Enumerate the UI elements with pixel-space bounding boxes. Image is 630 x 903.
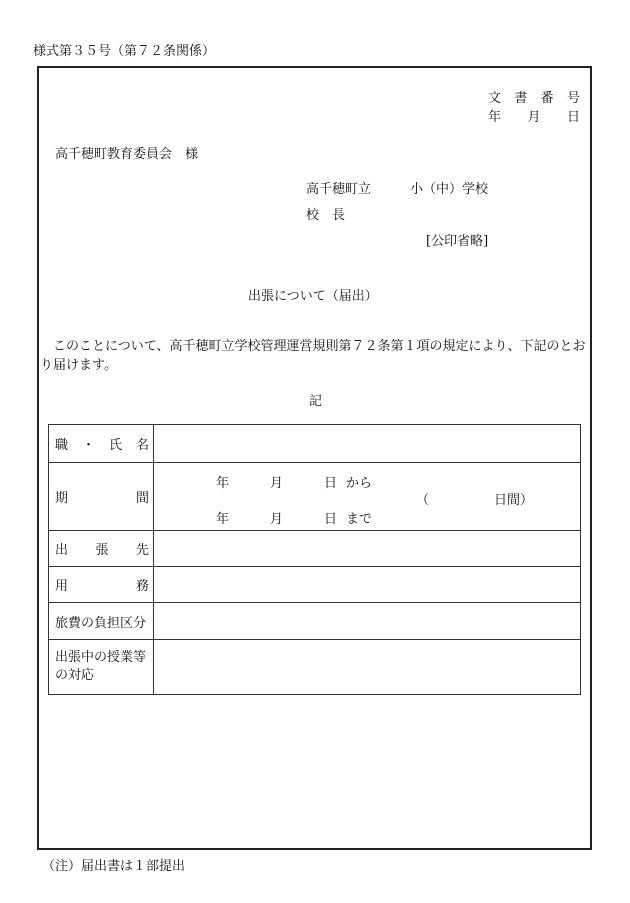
destination-label-char: 出 (55, 543, 69, 558)
destination-label-cell (49, 531, 154, 567)
table-row (49, 567, 581, 603)
class-label-cell (49, 640, 154, 695)
business-label-char: 務 (135, 579, 149, 594)
from-month: 月 (270, 476, 284, 491)
expense-label: 旅費の負担区分 (55, 615, 147, 631)
doc-number-char: 書 (514, 91, 528, 106)
date-year: 年 (488, 110, 502, 125)
to-suffix: まで (346, 512, 373, 527)
name-label-char: 氏 (108, 438, 122, 453)
table-row (49, 463, 581, 531)
destination-label-char: 先 (135, 543, 149, 558)
table-row (49, 603, 581, 640)
class-value-cell[interactable] (154, 640, 581, 695)
from-day: 日 (324, 476, 338, 491)
period-label-cell (49, 463, 154, 531)
period-label-char: 間 (135, 491, 149, 506)
class-label: 出張中の授業等の対応 (55, 650, 147, 683)
business-label-char: 用 (55, 579, 69, 594)
sender-title: 校 長 (306, 208, 346, 223)
name-label-cell (49, 425, 154, 463)
date-day: 日 (566, 110, 580, 125)
form-number-label: 様式第３５号（第７２条関係） (33, 44, 216, 59)
date-label (488, 106, 580, 125)
to-day: 日 (324, 512, 338, 527)
to-year: 年 (216, 512, 230, 527)
business-label-cell (49, 567, 154, 603)
ki-heading: 記 (309, 394, 323, 409)
footnote: （注）届出書は１部提出 (42, 859, 186, 874)
subject-title: 出張について（届出） (248, 289, 378, 304)
expense-value-cell[interactable] (154, 603, 581, 640)
days-open-paren: （ (416, 493, 430, 508)
expense-label-cell (49, 603, 154, 640)
body-text: このことについて、高千穂町立学校管理運営規則第７２条第１項の規定により、下記のとおり届けます。 (40, 339, 586, 373)
doc-number-char: 号 (566, 91, 580, 106)
table-row (49, 531, 581, 567)
name-label-char: 名 (135, 438, 149, 453)
to-month: 月 (270, 512, 284, 527)
addressee: 高千穂町教育委員会 様 (55, 147, 199, 162)
period-value-cell[interactable] (154, 463, 581, 531)
destination-label-char: 張 (95, 543, 109, 558)
name-label-char: ・ (81, 438, 95, 453)
name-label-char: 職 (55, 438, 69, 453)
seal-omitted: [公印省略] (426, 234, 489, 249)
details-table (48, 424, 581, 695)
doc-number-label (488, 87, 580, 106)
destination-value-cell[interactable] (154, 531, 581, 567)
doc-number-char: 文 (488, 91, 502, 106)
doc-number-char: 番 (540, 91, 554, 106)
date-month: 月 (527, 110, 541, 125)
sender-school: 高千穂町立 小（中）学校 (306, 182, 489, 197)
business-value-cell[interactable] (154, 567, 581, 603)
name-value-cell[interactable] (154, 425, 581, 463)
days-suffix: 日間） (494, 493, 534, 508)
period-label-char: 期 (55, 491, 69, 506)
from-year: 年 (216, 476, 230, 491)
from-suffix: から (346, 476, 373, 491)
table-row (49, 640, 581, 695)
table-row (49, 425, 581, 463)
